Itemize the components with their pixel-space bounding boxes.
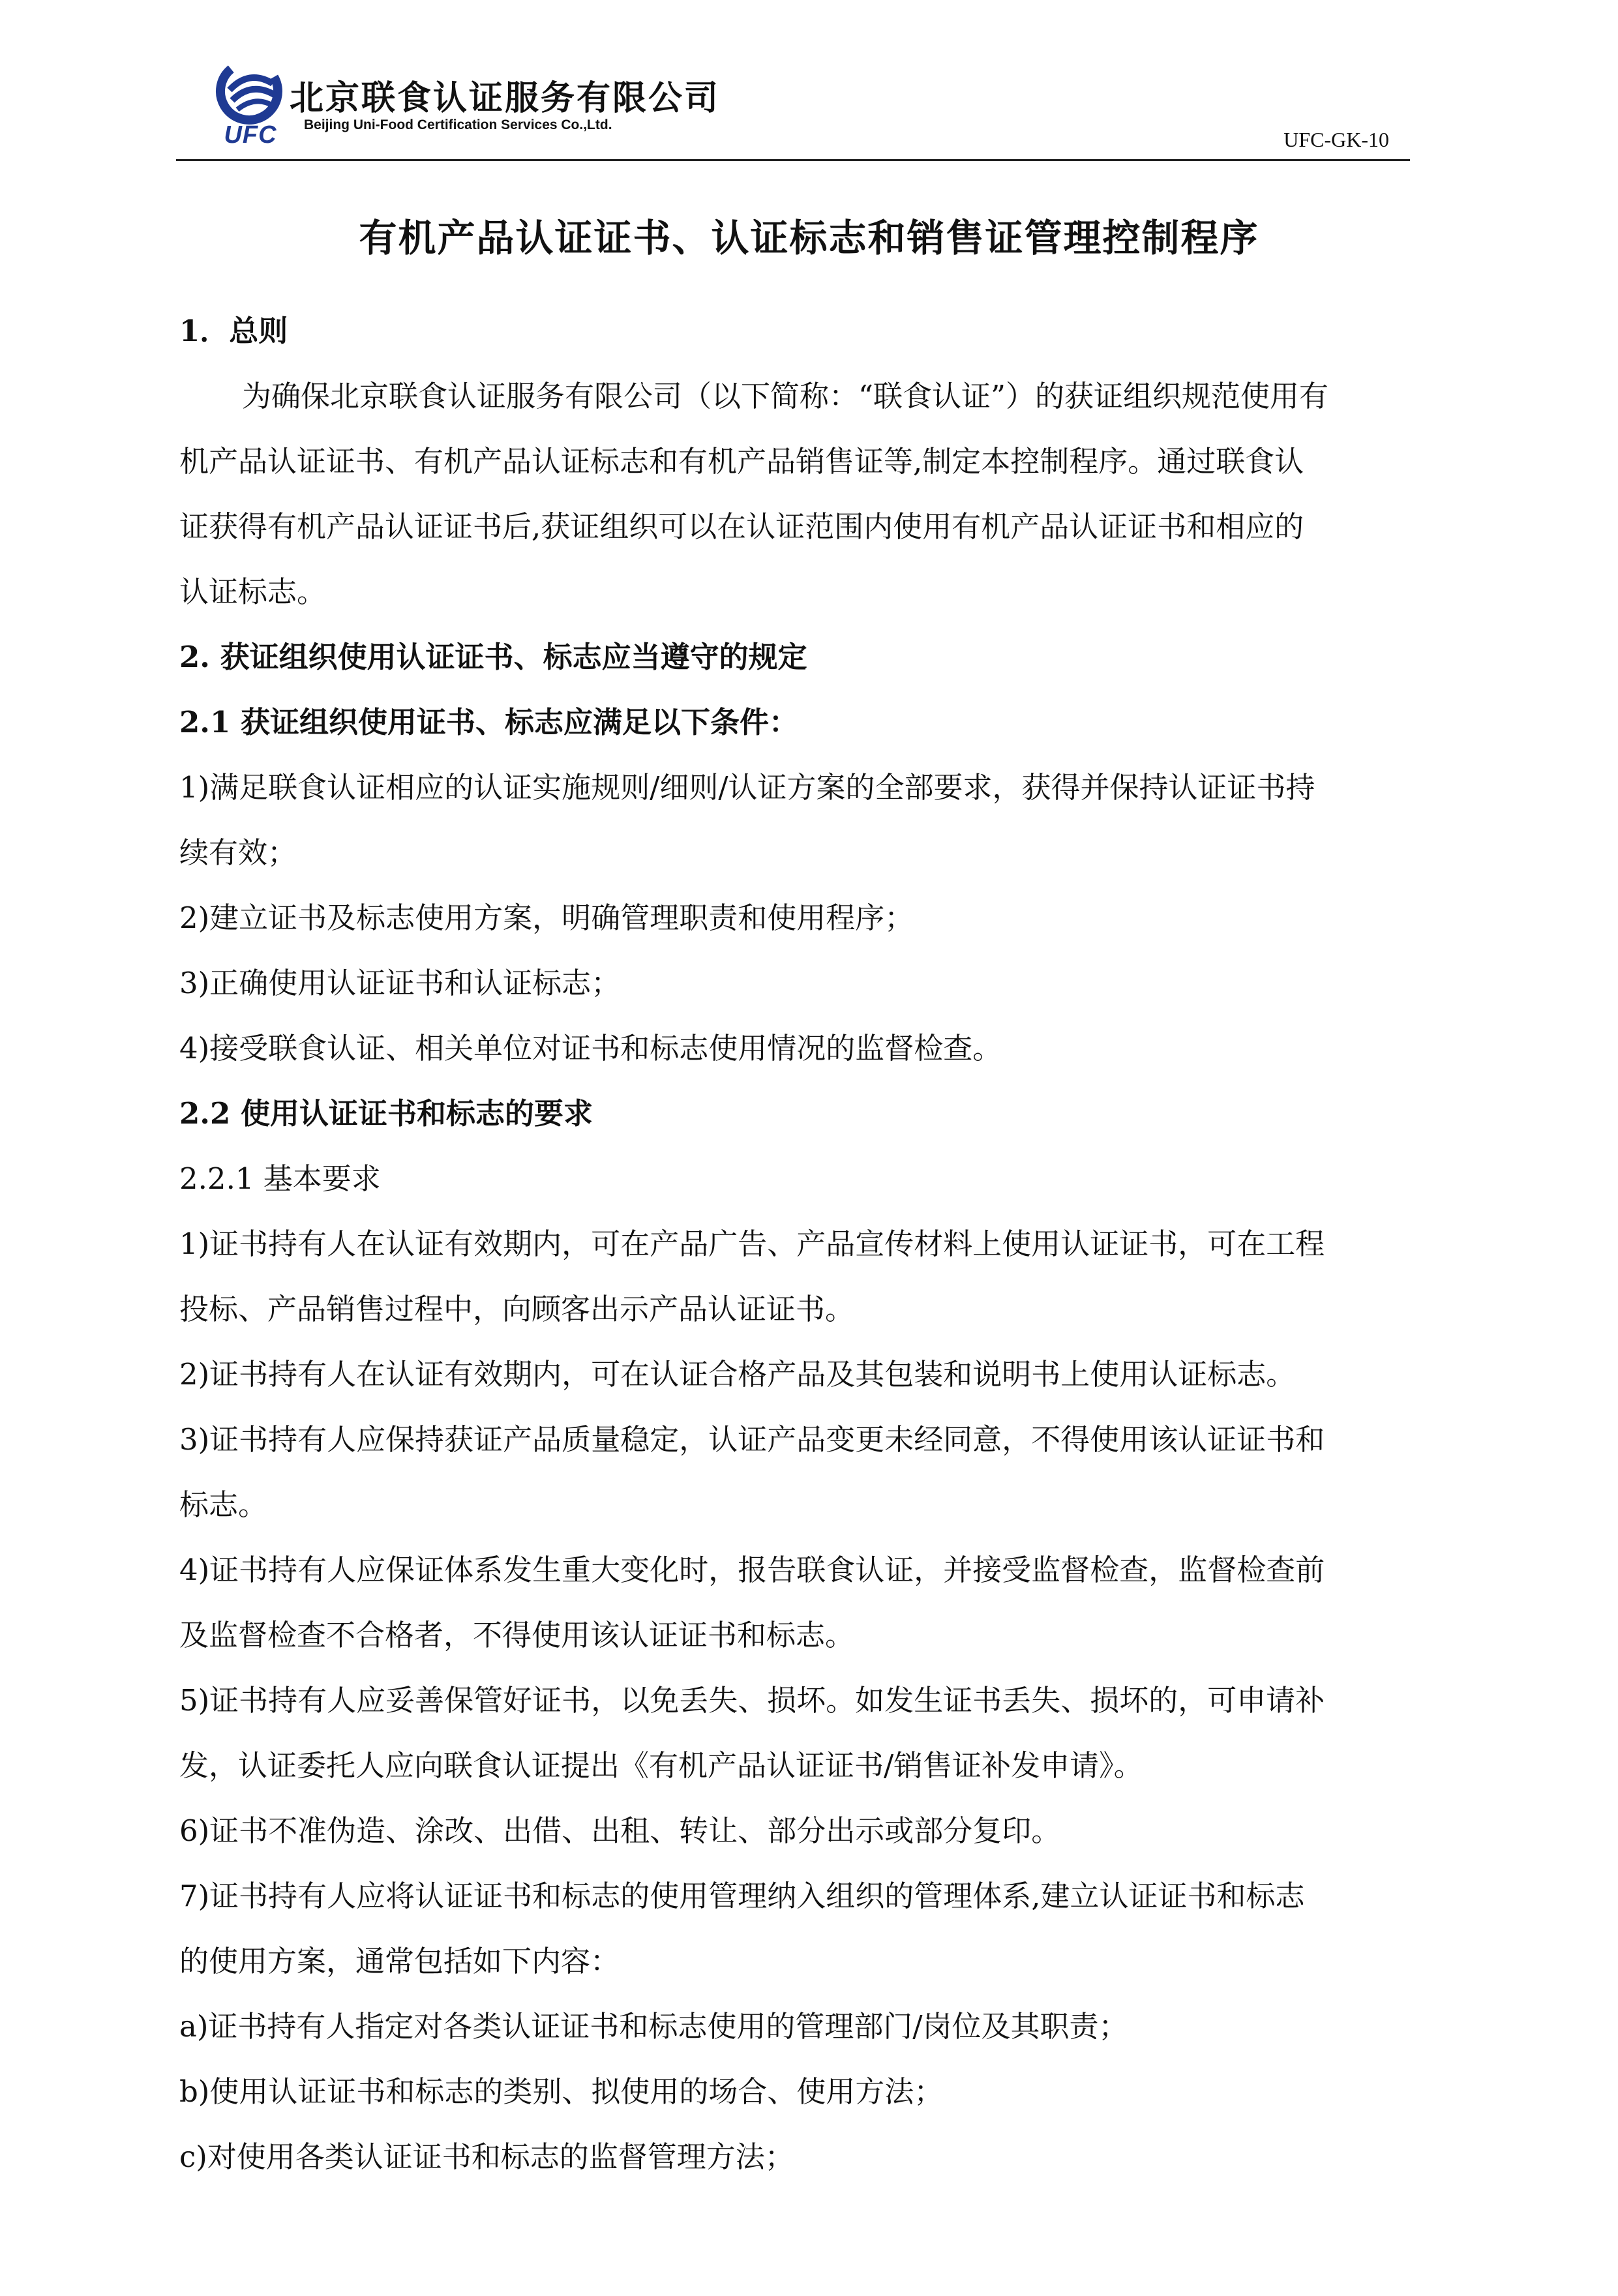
- paragraph-line: 3)证书持有人应保持获证产品质量稳定，认证产品变更未经同意，不得使用该认证证书和: [179, 1422, 1325, 1457]
- paragraph-line: b)使用认证证书和标志的类别、拟使用的场合、使用方法；: [179, 2074, 944, 2109]
- paragraph-line: 投标、产品销售过程中，向顾客出示产品认证证书。: [179, 1292, 855, 1326]
- header-divider: [176, 159, 1410, 161]
- logo-wordmark: UFC: [224, 121, 277, 149]
- paragraph-line: 7)证书持有人应将认证证书和标志的使用管理纳入组织的管理体系,建立认证证书和标志: [179, 1879, 1305, 1913]
- paragraph-line: 1)满足联食认证相应的认证实施规则/细则/认证方案的全部要求，获得并保持认证证书持: [179, 770, 1315, 805]
- section-heading: 2.2 使用认证证书和标志的要求: [179, 1096, 593, 1131]
- paragraph-line: 续有效；: [179, 835, 297, 870]
- paragraph-line: 及监督检查不合格者，不得使用该认证证书和标志。: [179, 1618, 855, 1652]
- paragraph-line: 2)证书持有人在认证有效期内，可在认证合格产品及其包装和说明书上使用认证标志。: [179, 1357, 1296, 1392]
- paragraph-line: 的使用方案，通常包括如下内容：: [179, 1944, 620, 1978]
- paragraph-line: 4)证书持有人应保证体系发生重大变化时，报告联食认证，并接受监督检查，监督检查前: [179, 1553, 1325, 1587]
- paragraph-line: 为确保北京联食认证服务有限公司（以下简称：“联食认证”）的获证组织规范使用有: [242, 379, 1329, 413]
- paragraph-line: 4)接受联食认证、相关单位对证书和标志使用情况的监督检查。: [179, 1031, 1002, 1066]
- paragraph-line: a)证书持有人指定对各类认证证书和标志使用的管理部门/岗位及其职责；: [179, 2009, 1128, 2044]
- section-heading: 2.1 获证组织使用证书、标志应满足以下条件：: [179, 705, 798, 739]
- paragraph-line: c)对使用各类认证证书和标志的监督管理方法；: [179, 2139, 794, 2174]
- document-title: 有机产品认证证书、认证标志和销售证管理控制程序: [359, 216, 1259, 260]
- paragraph-line: 3)正确使用认证证书和认证标志；: [179, 966, 621, 1000]
- paragraph-line: 机产品认证证书、有机产品认证标志和有机产品销售证等,制定本控制程序。通过联食认: [179, 444, 1304, 479]
- paragraph-line: 标志。: [179, 1487, 268, 1522]
- document-code: UFC-GK-10: [1283, 128, 1389, 151]
- company-name-cn: 北京联食认证服务有限公司: [290, 79, 721, 118]
- logo-swirl-icon: [205, 57, 296, 129]
- paragraph-line: 认证标志。: [179, 574, 327, 609]
- section-heading: 1．总则: [179, 314, 288, 348]
- document-body: [179, 299, 1448, 2190]
- company-name-en: Beijing Uni-Food Certification Services Co.,Ltd.: [304, 117, 612, 132]
- section-heading: 2. 获证组织使用认证证书、标志应当遵守的规定: [179, 640, 807, 674]
- page-header: [180, 51, 1407, 160]
- paragraph-line: 5)证书持有人应妥善保管好证书，以免丢失、损坏。如发生证书丢失、损坏的，可申请补: [179, 1683, 1325, 1718]
- paragraph-line: 证获得有机产品认证证书后,获证组织可以在认证范围内使用有机产品认证证书和相应的: [179, 509, 1304, 544]
- paragraph-line: 2)建立证书及标志使用方案，明确管理职责和使用程序；: [179, 901, 914, 935]
- paragraph-line: 6)证书不准伪造、涂改、出借、出租、转让、部分出示或部分复印。: [179, 1813, 1061, 1848]
- paragraph-line: 2.2.1 基本要求: [179, 1161, 381, 1196]
- paragraph-line: 发，认证委托人应向联食认证提出《有机产品认证证书/销售证补发申请》。: [179, 1748, 1143, 1783]
- paragraph-line: 1)证书持有人在认证有效期内，可在产品广告、产品宣传材料上使用认证证书，可在工程: [179, 1227, 1325, 1261]
